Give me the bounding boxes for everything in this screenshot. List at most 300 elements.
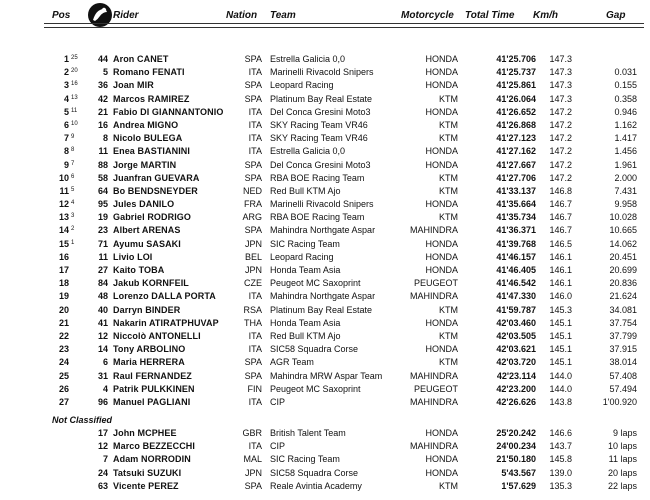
table-row <box>0 427 650 440</box>
rider-name-cell: Jorge MARTIN <box>113 159 177 170</box>
speed-cell: 146.8 <box>549 185 572 196</box>
table-row <box>0 145 650 158</box>
nation-cell: ITA <box>248 106 262 117</box>
championship-points-cell: 25 <box>71 55 78 61</box>
table-row <box>0 185 650 198</box>
motorcycle-cell: KTM <box>439 357 458 368</box>
nation-cell: BEL <box>244 251 262 262</box>
rider-number-cell: 11 <box>98 251 108 262</box>
speed-cell: 145.1 <box>549 344 572 355</box>
gap-cell: 1.961 <box>614 159 637 170</box>
nation-cell: SPA <box>244 159 262 170</box>
rider-number-cell: 21 <box>97 106 108 117</box>
team-cell: Mahindra Northgate Aspar <box>270 291 376 302</box>
rider-number-cell: 19 <box>97 212 108 223</box>
motorcycle-cell: PEUGEOT <box>413 383 458 394</box>
speed-cell: 147.2 <box>549 119 572 130</box>
total-time-cell: 41'46.542 <box>496 278 536 289</box>
total-time-cell: 42'03.460 <box>496 317 536 328</box>
speed-cell: 147.2 <box>549 146 572 157</box>
header-rider: Rider <box>113 10 139 21</box>
motorcycle-cell: KTM <box>439 480 458 491</box>
championship-points-cell: 4 <box>71 200 75 207</box>
motorcycle-cell: MAHINDRA <box>409 225 458 236</box>
header-team: Team <box>270 10 296 21</box>
rider-number-cell: 24 <box>97 467 108 478</box>
rider-name-cell: Romano FENATI <box>113 67 185 78</box>
table-row <box>0 106 650 119</box>
championship-points-cell: 20 <box>71 68 78 75</box>
position-cell: 27 <box>58 396 69 407</box>
table-row <box>0 238 650 251</box>
rider-name-cell: Gabriel RODRIGO <box>113 212 192 223</box>
gap-cell: 1.456 <box>614 146 637 157</box>
rider-number-cell: 12 <box>97 330 108 341</box>
table-row <box>0 159 650 172</box>
position-cell: 21 <box>58 317 69 328</box>
motorcycle-cell: HONDA <box>425 54 458 64</box>
total-time-cell: 41'46.405 <box>496 265 536 275</box>
rider-number-cell: 17 <box>97 428 108 438</box>
team-cell: SIC Racing Team <box>270 238 340 249</box>
gap-cell: 14.062 <box>609 238 637 249</box>
position-cell: 3 <box>63 80 69 91</box>
team-cell: RBA BOE Racing Team <box>270 212 365 223</box>
speed-cell: 146.7 <box>549 225 572 236</box>
rider-name-cell: Jules DANILO <box>113 199 175 210</box>
gap-cell: 10 laps <box>607 441 637 452</box>
rider-number-cell: 42 <box>97 93 108 104</box>
total-time-cell: 42'23.200 <box>496 383 536 394</box>
rider-number-cell: 31 <box>97 370 108 381</box>
team-cell: CIP <box>270 396 286 407</box>
team-cell: RBA BOE Racing Team <box>270 172 365 183</box>
table-row <box>0 396 650 409</box>
gap-cell: 20.451 <box>609 251 637 262</box>
position-cell: 14 <box>58 225 69 236</box>
rider-name-cell: Marcos RAMIREZ <box>113 93 190 104</box>
rider-number-cell: 63 <box>97 480 108 491</box>
position-cell: 6 <box>63 119 69 130</box>
gap-cell: 57.494 <box>609 383 637 394</box>
team-cell: Marinelli Rivacold Snipers <box>270 67 374 78</box>
table-row <box>0 343 650 356</box>
total-time-cell: 41'27.706 <box>496 172 536 183</box>
rider-name-cell: Fabio DI GIANNANTONIO <box>113 106 224 117</box>
table-row <box>0 198 650 211</box>
rider-number-cell: 8 <box>102 133 108 144</box>
rider-name-cell: Andrea MIGNO <box>113 119 179 130</box>
total-time-cell: 1'57.629 <box>501 480 536 491</box>
nation-cell: ITA <box>248 441 262 452</box>
motorcycle-cell: MAHINDRA <box>409 441 458 452</box>
total-time-cell: 21'50.180 <box>496 454 536 465</box>
speed-cell: 146.7 <box>549 212 572 223</box>
rider-number-cell: 95 <box>97 199 108 210</box>
championship-points-cell: 5 <box>71 186 75 193</box>
rider-name-cell: Livio LOI <box>113 251 153 262</box>
gap-cell: 9.958 <box>614 199 637 210</box>
table-row <box>0 440 650 453</box>
speed-cell: 145.1 <box>549 317 572 328</box>
speed-cell: 146.6 <box>549 428 572 438</box>
nation-cell: ITA <box>248 133 262 144</box>
total-time-cell: 41'25.737 <box>496 67 536 78</box>
team-cell: Peugeot MC Saxoprint <box>270 383 361 394</box>
rider-name-cell: Ayumu SASAKI <box>113 238 181 249</box>
not-classified-heading: Not Classified <box>52 415 113 425</box>
total-time-cell: 24'00.234 <box>496 441 536 452</box>
team-cell: Marinelli Rivacold Snipers <box>270 199 374 210</box>
speed-cell: 147.2 <box>549 133 572 144</box>
rider-name-cell: Adam NORRODIN <box>113 454 191 465</box>
motorcycle-cell: MAHINDRA <box>409 396 458 407</box>
rider-name-cell: Tony ARBOLINO <box>113 344 186 355</box>
team-cell: Mahindra Northgate Aspar <box>270 225 376 236</box>
speed-cell: 147.2 <box>549 159 572 170</box>
table-row <box>0 251 650 264</box>
motorcycle-cell: KTM <box>439 212 458 223</box>
gap-cell: 37.799 <box>609 330 637 341</box>
speed-cell: 145.1 <box>549 330 572 341</box>
motorcycle-cell: HONDA <box>425 67 458 78</box>
rider-number-cell: 5 <box>102 67 108 78</box>
rider-name-cell: Kaito TOBA <box>113 265 165 275</box>
table-row <box>0 453 650 466</box>
gap-cell: 34.081 <box>609 304 637 315</box>
total-time-cell: 41'27.667 <box>496 159 536 170</box>
position-cell: 20 <box>58 304 69 315</box>
gap-cell: 57.408 <box>609 370 637 381</box>
position-cell: 23 <box>58 344 69 355</box>
speed-cell: 146.1 <box>549 251 572 262</box>
rider-name-cell: Vicente PEREZ <box>113 480 179 491</box>
nation-cell: GBR <box>242 428 262 438</box>
position-cell: 5 <box>63 106 69 117</box>
total-time-cell: 42'03.720 <box>496 357 536 368</box>
speed-cell: 146.1 <box>549 278 572 289</box>
championship-points-cell: 11 <box>71 107 78 114</box>
rider-name-cell: Aron CANET <box>113 54 169 64</box>
speed-cell: 146.7 <box>549 199 572 210</box>
team-cell: Mahindra MRW Aspar Team <box>270 370 383 381</box>
motorcycle-cell: KTM <box>439 304 458 315</box>
rider-name-cell: Albert ARENAS <box>113 225 181 236</box>
motorcycle-cell: KTM <box>439 133 458 144</box>
rider-number-cell: 44 <box>97 54 108 64</box>
motorcycle-cell: KTM <box>439 172 458 183</box>
not-classified-results-table <box>0 427 650 493</box>
championship-points-cell: 3 <box>71 213 75 220</box>
rider-number-cell: 58 <box>97 172 108 183</box>
gap-cell: 0.358 <box>614 93 637 104</box>
gap-cell: 10.665 <box>609 225 637 236</box>
gap-cell: 20.699 <box>609 265 637 275</box>
team-cell: Platinum Bay Real Estate <box>270 304 373 315</box>
total-time-cell: 41'39.768 <box>496 238 536 249</box>
position-cell: 17 <box>58 265 69 275</box>
gap-cell: 9 laps <box>612 428 637 438</box>
speed-cell: 144.0 <box>549 370 572 381</box>
motorcycle-cell: KTM <box>439 93 458 104</box>
table-row <box>0 132 650 145</box>
nation-cell: ITA <box>248 396 262 407</box>
speed-cell: 145.3 <box>549 304 572 315</box>
position-cell: 8 <box>63 146 69 157</box>
team-cell: British Talent Team <box>270 428 346 438</box>
total-time-cell: 41'26.064 <box>496 93 536 104</box>
speed-cell: 147.3 <box>549 54 572 64</box>
rider-number-cell: 16 <box>97 119 108 130</box>
table-row <box>0 211 650 224</box>
team-cell: Peugeot MC Saxoprint <box>270 278 361 289</box>
gap-cell: 37.915 <box>609 344 637 355</box>
nation-cell: ITA <box>248 291 262 302</box>
position-cell: 15 <box>58 238 69 249</box>
rider-number-cell: 23 <box>97 225 108 236</box>
motorcycle-cell: PEUGEOT <box>413 278 458 289</box>
table-row <box>0 356 650 369</box>
team-cell: SKY Racing Team VR46 <box>270 133 368 144</box>
gap-cell: 1'00.920 <box>602 396 637 407</box>
rider-number-cell: 48 <box>97 291 108 302</box>
motorcycle-cell: HONDA <box>425 146 458 157</box>
motorcycle-rider-icon <box>86 2 114 28</box>
position-cell: 12 <box>58 199 69 210</box>
total-time-cell: 41'47.330 <box>496 291 536 302</box>
team-cell: Honda Team Asia <box>270 265 341 275</box>
header-kmh: Km/h <box>533 10 558 21</box>
rider-number-cell: 4 <box>102 383 108 394</box>
speed-cell: 146.1 <box>549 265 572 275</box>
rider-number-cell: 6 <box>102 357 108 368</box>
total-time-cell: 41'59.787 <box>496 304 536 315</box>
nation-cell: SPA <box>244 80 262 91</box>
table-row <box>0 264 650 277</box>
position-cell: 16 <box>58 251 69 262</box>
rider-name-cell: John MCPHEE <box>113 428 177 438</box>
motorcycle-cell: HONDA <box>425 159 458 170</box>
header-divider-top <box>44 23 644 24</box>
position-cell: 18 <box>58 278 69 289</box>
team-cell: Red Bull KTM Ajo <box>270 185 341 196</box>
table-row <box>0 370 650 383</box>
total-time-cell: 41'33.137 <box>496 185 536 196</box>
position-cell: 1 <box>63 54 69 64</box>
speed-cell: 147.2 <box>549 106 572 117</box>
gap-cell: 2.000 <box>614 172 637 183</box>
championship-points-cell: 13 <box>71 94 78 101</box>
total-time-cell: 41'26.868 <box>496 119 536 130</box>
table-row <box>0 290 650 303</box>
rider-number-cell: 64 <box>97 185 108 196</box>
nation-cell: JPN <box>244 238 262 249</box>
table-row <box>0 79 650 92</box>
gap-cell: 0.946 <box>614 106 637 117</box>
championship-points-cell: 1 <box>71 239 75 246</box>
team-cell: Estrella Galicia 0,0 <box>270 146 346 157</box>
team-cell: CIP <box>270 441 286 452</box>
gap-cell: 38.014 <box>609 357 637 368</box>
header-motorcycle: Motorcycle <box>401 10 454 21</box>
championship-points-cell: 7 <box>71 160 75 167</box>
classified-results-table <box>0 53 650 409</box>
nation-cell: FRA <box>244 199 262 210</box>
table-row <box>0 277 650 290</box>
total-time-cell: 42'23.114 <box>496 370 536 381</box>
nation-cell: SPA <box>244 225 262 236</box>
team-cell: SIC Racing Team <box>270 454 340 465</box>
nation-cell: SPA <box>244 172 262 183</box>
gap-cell: 21.624 <box>609 291 637 302</box>
speed-cell: 145.8 <box>549 454 572 465</box>
header-total-time: Total Time <box>465 10 515 21</box>
motorcycle-cell: HONDA <box>425 238 458 249</box>
speed-cell: 143.7 <box>549 441 572 452</box>
team-cell: Platinum Bay Real Estate <box>270 93 373 104</box>
gap-cell: 10.028 <box>609 212 637 223</box>
nation-cell: SPA <box>244 370 262 381</box>
team-cell: SIC58 Squadra Corse <box>270 467 359 478</box>
team-cell: Del Conca Gresini Moto3 <box>270 159 371 170</box>
table-row <box>0 317 650 330</box>
motorcycle-cell: HONDA <box>425 467 458 478</box>
motorcycle-cell: KTM <box>439 185 458 196</box>
table-row <box>0 304 650 317</box>
gap-cell: 0.155 <box>614 80 637 91</box>
rider-name-cell: Nicolo BULEGA <box>113 133 183 144</box>
nation-cell: THA <box>244 317 262 328</box>
championship-points-cell: 8 <box>71 147 75 154</box>
motorcycle-cell: KTM <box>439 330 458 341</box>
total-time-cell: 41'25.861 <box>496 80 536 91</box>
rider-name-cell: Jakub KORNFEIL <box>113 278 189 289</box>
nation-cell: RSA <box>243 304 262 315</box>
speed-cell: 147.3 <box>549 67 572 78</box>
team-cell: Red Bull KTM Ajo <box>270 330 341 341</box>
rider-number-cell: 27 <box>97 265 108 275</box>
rider-name-cell: Nakarin ATIRATPHUVAP <box>113 317 219 328</box>
nation-cell: NED <box>242 185 262 196</box>
speed-cell: 146.0 <box>549 291 572 302</box>
position-cell: 22 <box>58 330 69 341</box>
rider-number-cell: 41 <box>97 317 108 328</box>
position-cell: 4 <box>63 93 69 104</box>
gap-cell: 20 laps <box>607 467 637 478</box>
rider-name-cell: Tatsuki SUZUKI <box>113 467 182 478</box>
rider-number-cell: 11 <box>98 146 108 157</box>
rider-name-cell: Patrik PULKKINEN <box>113 383 195 394</box>
nation-cell: SPA <box>244 93 262 104</box>
total-time-cell: 41'36.371 <box>496 225 536 236</box>
gap-cell: 37.754 <box>609 317 637 328</box>
rider-number-cell: 96 <box>97 396 108 407</box>
table-row <box>0 172 650 185</box>
nation-cell: ARG <box>242 212 262 223</box>
nation-cell: SPA <box>244 54 262 64</box>
total-time-cell: 42'03.505 <box>496 330 536 341</box>
rider-name-cell: Juanfran GUEVARA <box>113 172 200 183</box>
motorcycle-cell: HONDA <box>425 344 458 355</box>
position-cell: 10 <box>58 172 69 183</box>
total-time-cell: 42'26.626 <box>496 396 536 407</box>
total-time-cell: 42'03.621 <box>496 344 536 355</box>
speed-cell: 146.5 <box>549 238 572 249</box>
header-pos: Pos <box>52 10 71 21</box>
position-cell: 7 <box>63 133 69 144</box>
speed-cell: 135.3 <box>549 480 572 491</box>
nation-cell: SPA <box>244 357 262 368</box>
gap-cell: 7.431 <box>614 185 637 196</box>
team-cell: Leopard Racing <box>270 80 334 91</box>
position-cell: 24 <box>58 357 69 368</box>
team-cell: Del Conca Gresini Moto3 <box>270 106 371 117</box>
team-cell: SKY Racing Team VR46 <box>270 119 368 130</box>
rider-number-cell: 71 <box>97 238 108 249</box>
rider-number-cell: 88 <box>97 159 108 170</box>
rider-name-cell: Marco BEZZECCHI <box>113 441 196 452</box>
total-time-cell: 41'46.157 <box>496 251 536 262</box>
rider-name-cell: Lorenzo DALLA PORTA <box>113 291 216 302</box>
speed-cell: 147.2 <box>549 172 572 183</box>
table-row <box>0 467 650 480</box>
speed-cell: 147.3 <box>549 80 572 91</box>
motorcycle-cell: HONDA <box>425 428 458 438</box>
table-row <box>0 480 650 493</box>
nation-cell: CZE <box>244 278 262 289</box>
motorcycle-cell: HONDA <box>425 265 458 275</box>
total-time-cell: 25'20.242 <box>496 428 536 438</box>
motorcycle-cell: HONDA <box>425 454 458 465</box>
total-time-cell: 41'27.162 <box>496 146 536 157</box>
table-row <box>0 66 650 79</box>
rider-name-cell: Bo BENDSNEYDER <box>113 185 198 196</box>
motorcycle-cell: HONDA <box>425 317 458 328</box>
rider-name-cell: Raul FERNANDEZ <box>113 370 192 381</box>
championship-points-cell: 6 <box>71 173 75 180</box>
nation-cell: SPA <box>244 480 262 491</box>
championship-points-cell: 9 <box>71 134 75 141</box>
table-row <box>0 383 650 396</box>
rider-name-cell: Enea BASTIANINI <box>113 146 191 157</box>
position-cell: 9 <box>63 159 69 170</box>
table-row <box>0 93 650 106</box>
nation-cell: JPN <box>244 265 262 275</box>
team-cell: Reale Avintia Academy <box>270 480 362 491</box>
rider-name-cell: Darryn BINDER <box>113 304 181 315</box>
team-cell: AGR Team <box>270 357 314 368</box>
gap-cell: 22 laps <box>607 480 637 491</box>
rider-name-cell: Maria HERRERA <box>113 357 185 368</box>
total-time-cell: 41'25.706 <box>496 54 536 64</box>
gap-cell: 1.162 <box>614 119 637 130</box>
table-row <box>0 53 650 66</box>
rider-name-cell: Joan MIR <box>113 80 154 91</box>
total-time-cell: 5'43.567 <box>501 467 536 478</box>
team-cell: SIC58 Squadra Corse <box>270 344 359 355</box>
nation-cell: ITA <box>248 344 262 355</box>
speed-cell: 145.1 <box>549 357 572 368</box>
header-nation: Nation <box>226 10 258 21</box>
championship-points-cell: 16 <box>71 81 78 88</box>
header-divider-bottom <box>44 27 644 28</box>
nation-cell: ITA <box>248 146 262 157</box>
total-time-cell: 41'27.123 <box>496 133 536 144</box>
team-cell: Honda Team Asia <box>270 317 341 328</box>
position-cell: 11 <box>59 185 69 196</box>
gap-cell: 1.417 <box>614 133 637 144</box>
rider-name-cell: Niccolò ANTONELLI <box>113 330 201 341</box>
